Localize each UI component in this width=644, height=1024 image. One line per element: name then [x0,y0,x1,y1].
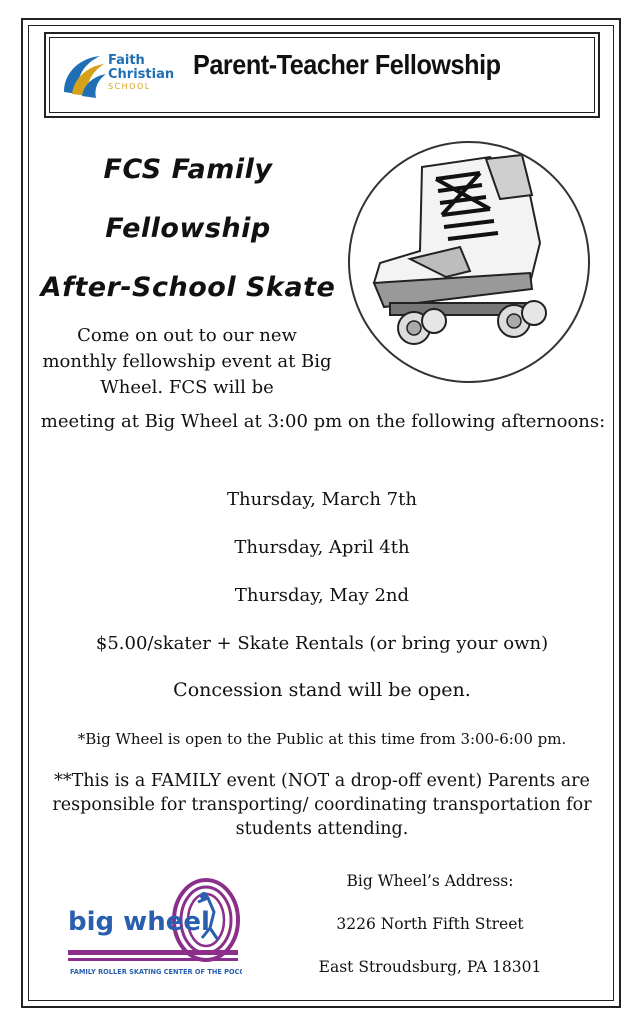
address-street: 3226 North Fifth Street [336,915,524,933]
address-city: East Stroudsburg, PA 18301 [318,958,542,976]
family-event-note: **This is a FAMILY event (NOT a drop-off event) Parents are responsible for transporting/ coordinating transportation for students attending. [52,771,592,839]
intro-text: Come on out to our new monthly fellowship event at Big Wheel. FCS will be [42,325,332,398]
big-wheel-skater-icon [64,878,242,982]
school-logo-text [108,54,174,91]
roller-skate-icon [350,143,588,381]
address-label: Big Wheel’s Address: [346,872,514,890]
event-title-line-2: Fellowship [105,213,271,244]
public-hours-note: *Big Wheel is open to the Public at this time from 3:00-6:00 pm. [77,730,567,748]
date-2: Thursday, April 4th [234,537,410,558]
big-wheel-tagline: FAMILY ROLLER SKATING CENTER OF THE POCONOS [70,968,242,976]
date-1: Thursday, March 7th [227,489,417,510]
logo-line-faith: Faith [108,53,145,68]
page-title: Parent-Teacher Fellowship [193,49,501,80]
logo-line-christian: Christian [108,67,175,82]
event-title-line-3: After-School Skate [40,272,336,303]
logo-line-school: SCHOOL [108,82,151,91]
event-title-line-1: FCS Family [103,154,273,185]
big-wheel-logo-text: big wheel [68,907,210,937]
big-wheel-logo [64,878,242,982]
roller-skate-illustration [348,141,590,383]
concession-info: Concession stand will be open. [173,679,471,701]
intro-text-continued: meeting at Big Wheel at 3:00 pm on the following afternoons: [40,411,606,432]
date-3: Thursday, May 2nd [234,585,410,606]
price-info: $5.00/skater + Skate Rentals (or bring your own) [95,633,549,654]
